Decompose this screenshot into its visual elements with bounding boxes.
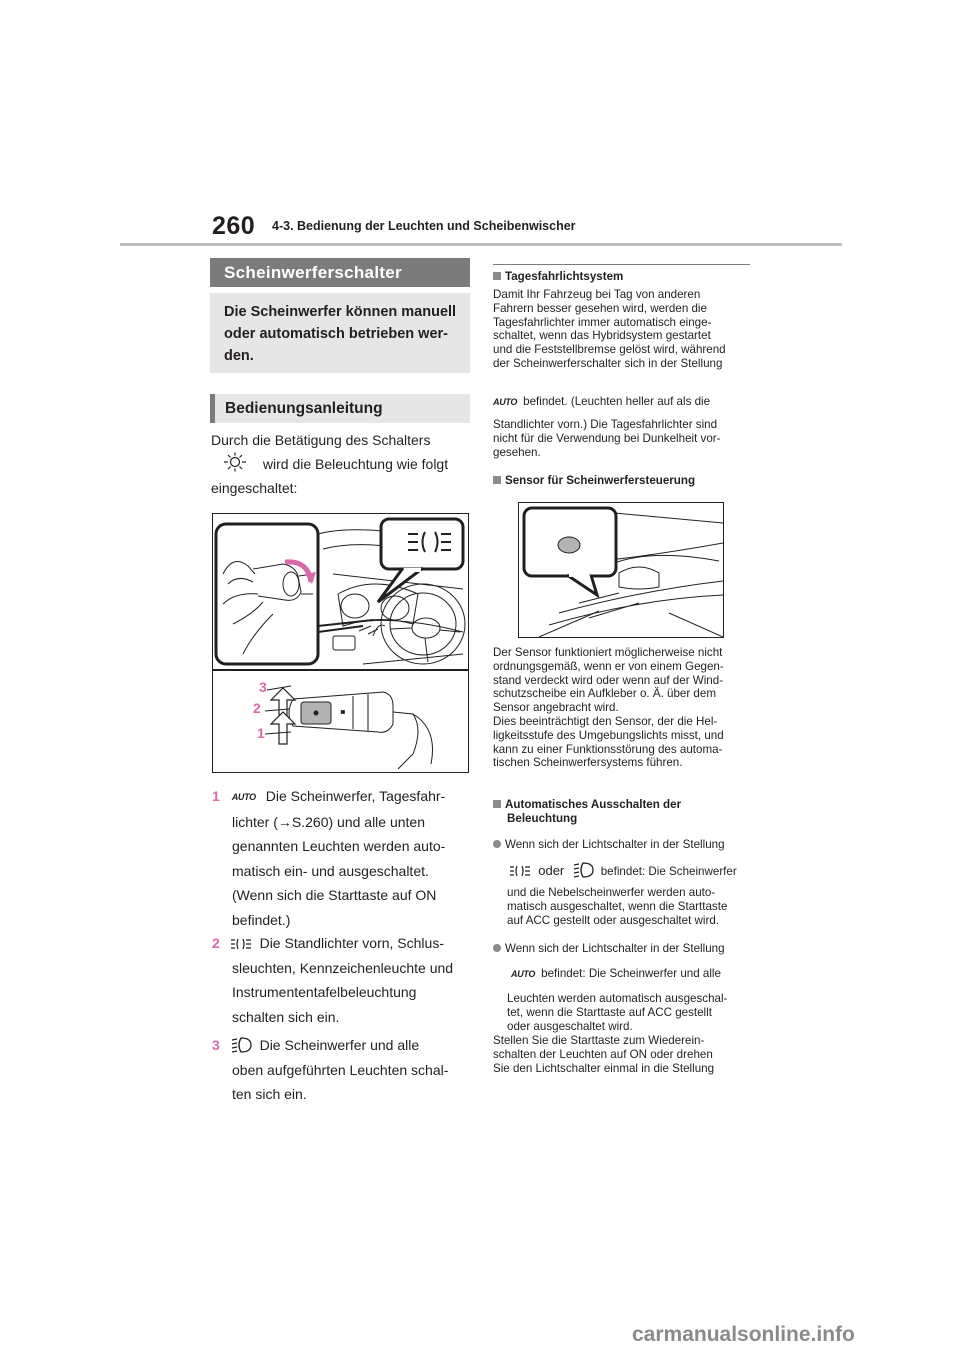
text-line: befindet. (Leuchten heller auf als die: [523, 395, 711, 408]
text-line: Sie den Lichtschalter einmal in die Stellung: [493, 1061, 715, 1075]
text-line: ligkeitsstufe des Umgebungslichts misst, und: [493, 728, 724, 742]
item-text: sleuchten, Kennzeichenleuchte und: [232, 959, 454, 976]
sensor-heading-text: Sensor für Scheinwerfersteuerung: [505, 474, 696, 487]
auto-icon: AUTO: [493, 397, 518, 407]
text-line: eingeschaltet:: [211, 480, 298, 496]
bullet-text: auf ACC gestellt oder ausgeschaltet wird.: [507, 913, 720, 927]
bullet-text: Wenn sich der Lichtschalter in der Stellung: [505, 838, 725, 851]
text-line: Der Sensor funktioniert möglicherweise nicht: [493, 646, 723, 659]
text-line: Standlichter vorn.) Die Tagesfahrlichter sind: [493, 418, 718, 431]
item-1: [212, 784, 474, 932]
main-heading: [210, 258, 470, 287]
item-text: Instrumententafelbeleuchtung: [232, 984, 417, 1000]
text-line: [211, 452, 471, 476]
item-3: [212, 1033, 474, 1107]
item-text: (Wenn sich die Starttaste auf ON: [232, 887, 437, 903]
text-line: Stellen Sie die Starttaste zum Wiederein-: [493, 1034, 705, 1047]
item-number: 3: [212, 1037, 220, 1053]
svg-text:≡: ≡: [341, 710, 345, 716]
page-number: 260: [212, 212, 256, 240]
bullet-2-icon-line: [507, 967, 757, 982]
item-text: schalten sich ein.: [232, 1008, 340, 1025]
text-line-part: wird die Beleuchtung wie folgt: [262, 456, 449, 472]
text-line: und die Feststellbremse gelöst wird, während: [493, 343, 726, 357]
item-text: genannten Leuchten werden auto-: [232, 838, 446, 854]
bullet-text: oder: [538, 863, 565, 878]
windshield-sensor-illustration: [519, 503, 723, 637]
bullet-text: Leuchten werden automatisch ausgeschal-: [507, 992, 728, 1005]
text-line: kann zu einer Funktionsstörung des automa-: [493, 742, 723, 756]
round-bullet-icon: [493, 840, 501, 848]
bullet-2: [493, 942, 755, 956]
intro-paragraph: [211, 428, 471, 500]
item-line: [212, 784, 474, 810]
bullet-text: Wenn sich der Lichtschalter in der Stellung: [505, 942, 725, 955]
text-line: der Scheinwerferschalter sich in der Stellung: [493, 356, 723, 370]
figure-callout-3: 3: [259, 679, 267, 695]
drl-heading-text: Tagesfahrlichtsystem: [505, 270, 624, 283]
section-title: 4-3. Bedienung der Leuchten und Scheibenwischer: [272, 219, 576, 233]
bullet-line: [493, 838, 755, 852]
item-2: [212, 931, 474, 1029]
square-bullet-icon: [493, 800, 501, 808]
text-line: Fahrern besser gesehen wird, werden die: [493, 301, 707, 315]
bullet-2-rest: [507, 992, 757, 1033]
text-line: Damit Ihr Fahrzeug bei Tag von anderen: [493, 288, 701, 301]
heading-line: [493, 798, 755, 812]
auto-icon: AUTO: [511, 969, 536, 979]
headlight-switch-figure: [212, 513, 469, 773]
figure-callout-2: 2: [253, 700, 261, 716]
item-line: [212, 1033, 474, 1058]
bullet-text: tet, wenn die Starttaste auf ACC gestellt: [507, 1005, 712, 1019]
sensor-text: [493, 646, 755, 770]
sensor-figure: [518, 502, 724, 638]
item-line: [212, 931, 474, 956]
sensor-heading: [493, 474, 753, 488]
item-number: 2: [212, 935, 220, 951]
round-bullet-icon: [493, 944, 501, 952]
sub-heading-text: Bedienungsanleitung: [225, 400, 383, 417]
intro-line: den.: [224, 348, 254, 364]
auto-icon: AUTO: [231, 792, 256, 802]
light-sensor-icon: [558, 537, 580, 553]
item-text: oben aufgeführten Leuchten schal-: [232, 1061, 449, 1078]
auto-off-heading: [493, 798, 755, 826]
watermark: carmanualsonline.info: [632, 1323, 855, 1346]
item-text: befindet.): [232, 911, 291, 928]
item-text: Die Scheinwerfer, Tagesfahr-: [265, 788, 446, 804]
drl-text: [493, 288, 755, 371]
bullet-text: matisch ausgeschaltet, wenn die Starttaste: [507, 899, 728, 913]
heading-text: Automatisches Ausschalten der: [505, 798, 682, 811]
item-text: Die Standlichter vorn, Schlus-: [259, 935, 444, 951]
bullet-text: oder ausgeschaltet wird.: [507, 1019, 633, 1033]
item-text: lichter (→S.260) und alle unten: [232, 813, 425, 830]
light-switch-icon: [217, 452, 253, 472]
parking-light-icon: [230, 937, 252, 951]
text-line: Durch die Betätigung des Schalters: [211, 432, 431, 448]
main-heading-text: Scheinwerferschalter: [224, 263, 402, 282]
text-line: Sensor angebracht wird.: [493, 701, 619, 715]
text-line: gesehen.: [493, 445, 541, 459]
text-line: schaltet, wenn das Hybridsystem gestartet: [493, 329, 711, 343]
figure-callout-1: 1: [257, 725, 265, 741]
item-text: Die Scheinwerfer und alle: [259, 1037, 420, 1053]
dashboard-illustration: [213, 514, 468, 772]
bullet-line: [493, 942, 755, 956]
intro-line: Die Scheinwerfer können manuell: [224, 304, 457, 320]
text-line: schutzscheibe ein Aufkleber o. Ä. über dem: [493, 687, 716, 701]
drl-text-icon-line: [493, 395, 755, 410]
item-text: ten sich ein.: [232, 1086, 307, 1102]
text-line: stand verdeckt wird oder wenn auf der Wind-: [493, 673, 724, 687]
bullet-text: befindet: Die Scheinwerfer: [600, 865, 737, 878]
text-line: nicht für die Verwendung bei Dunkelheit vor-: [493, 431, 721, 445]
intro-box: [210, 293, 470, 373]
sub-heading: [210, 394, 470, 423]
text-line: ordnungsgemäß, wenn er von einem Gegen-: [493, 659, 724, 673]
bullet-text: befindet: Die Scheinwerfer und alle: [541, 967, 721, 980]
drl-heading: [493, 270, 753, 284]
bullet-1: [493, 838, 755, 852]
closing-text: [493, 1034, 755, 1075]
text-line: schalten der Leuchten auf ON oder drehen: [493, 1047, 713, 1061]
headlight-icon: [230, 1037, 252, 1053]
header-divider: [120, 243, 842, 246]
heading-text: Beleuchtung: [507, 811, 578, 825]
bullet-1-icons-line: [507, 862, 757, 879]
drl-text-continued: [493, 418, 755, 459]
intro-line: oder automatisch betrieben wer-: [224, 326, 448, 342]
item-number: 1: [212, 788, 220, 804]
square-bullet-icon: [493, 272, 501, 280]
right-top-rule: [493, 264, 750, 265]
text-line: Dies beeinträchtigt den Sensor, der die Hel-: [493, 714, 718, 728]
text-line: tischen Scheinwerfersystems führen.: [493, 756, 683, 770]
item-text: matisch ein- und ausgeschaltet.: [232, 862, 429, 879]
parking-light-icon: [509, 864, 531, 878]
bullet-1-rest: [507, 886, 757, 927]
text-line: Tagesfahrlichter immer automatisch einge-: [493, 315, 712, 329]
headlight-icon: [572, 862, 594, 878]
bullet-text: und die Nebelscheinwerfer werden auto-: [507, 886, 716, 899]
square-bullet-icon: [493, 476, 501, 484]
